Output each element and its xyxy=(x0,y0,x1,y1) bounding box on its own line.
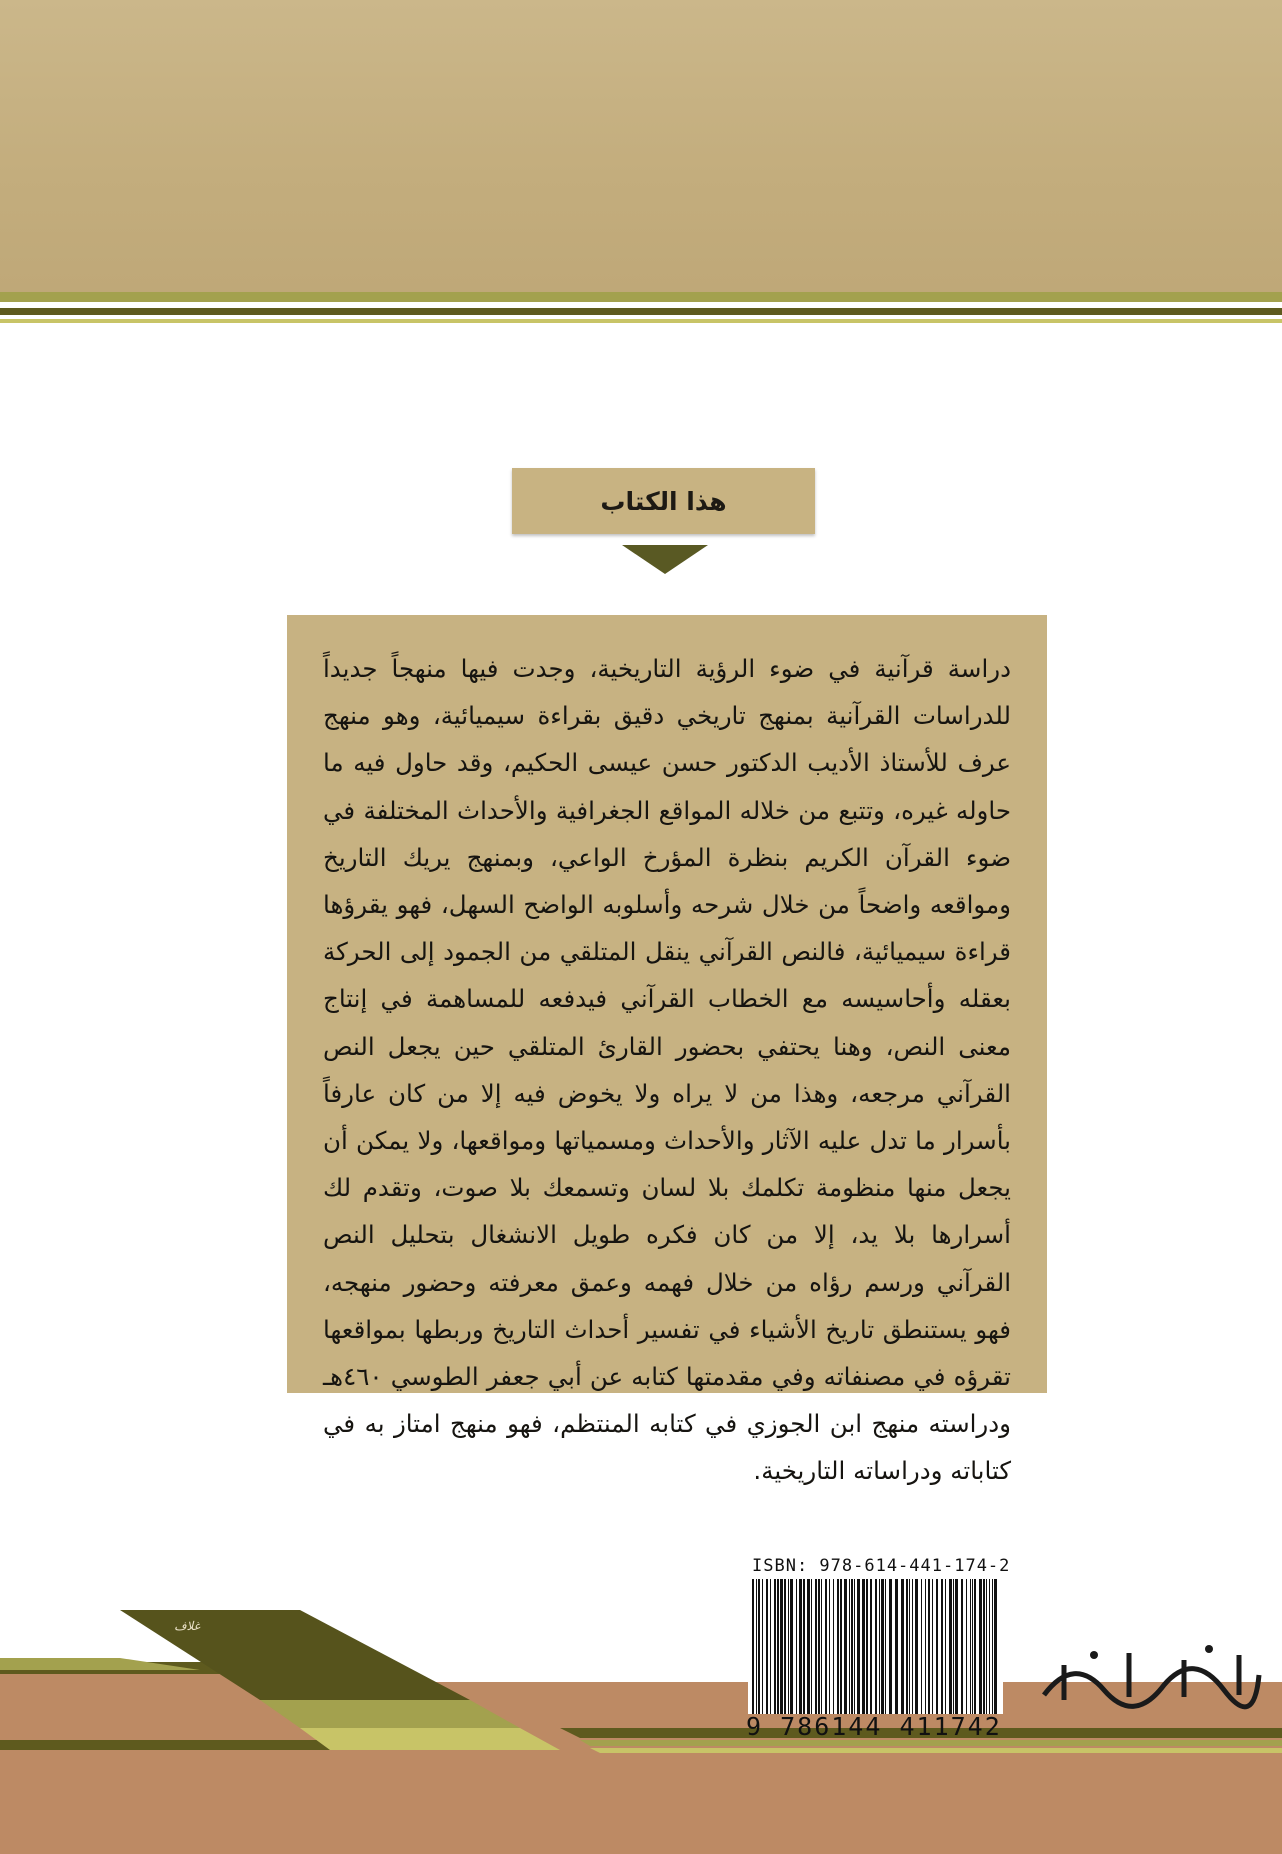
barcode-bar xyxy=(833,1579,834,1714)
barcode-bar xyxy=(807,1579,810,1714)
designer-mark xyxy=(148,1619,226,1641)
barcode-bar xyxy=(953,1579,954,1714)
barcode-bar xyxy=(961,1579,963,1714)
barcode-bar xyxy=(803,1579,805,1714)
barcode-bar xyxy=(909,1579,910,1714)
barcode-bar xyxy=(972,1579,973,1714)
barcode-bar xyxy=(912,1579,913,1714)
section-title: هذا الكتاب xyxy=(512,468,815,534)
barcode-bar xyxy=(854,1579,855,1714)
barcode-bar xyxy=(870,1579,872,1714)
barcode-bar xyxy=(966,1579,967,1714)
barcode-bar xyxy=(945,1579,946,1714)
barcode-bar xyxy=(796,1579,797,1714)
barcode-bar xyxy=(915,1579,918,1714)
barcode-bar xyxy=(756,1579,757,1714)
barcode-bar xyxy=(974,1579,976,1714)
barcode-digits: 9 786144 411742 xyxy=(746,1712,1002,1741)
barcode-bar xyxy=(875,1579,877,1714)
barcode-bar xyxy=(989,1579,990,1714)
barcode xyxy=(748,1579,1003,1714)
barcode-bar xyxy=(849,1579,850,1714)
barcode-bar xyxy=(921,1579,922,1714)
barcode-bar xyxy=(799,1579,802,1714)
barcode-bar xyxy=(889,1579,892,1714)
barcode-bar xyxy=(992,1579,993,1714)
barcode-bar xyxy=(928,1579,930,1714)
barcode-bar xyxy=(780,1579,783,1714)
barcode-bar xyxy=(821,1579,822,1714)
barcode-bar xyxy=(879,1579,880,1714)
down-arrow-icon xyxy=(622,545,708,574)
barcode-bar xyxy=(986,1579,987,1714)
barcode-bar xyxy=(777,1579,779,1714)
barcode-bar xyxy=(851,1579,853,1714)
barcode-bar xyxy=(818,1579,820,1714)
barcode-bar xyxy=(970,1579,971,1714)
barcode-bar xyxy=(932,1579,933,1714)
barcode-bar xyxy=(752,1579,754,1714)
barcode-bar xyxy=(881,1579,884,1714)
barcode-bar xyxy=(885,1579,886,1714)
barcode-bar xyxy=(949,1579,952,1714)
barcode-bar xyxy=(866,1579,868,1714)
barcode-bar xyxy=(994,1579,997,1714)
top-stripe-dark xyxy=(0,308,1282,315)
top-stripe-yellow xyxy=(0,319,1282,323)
barcode-bar xyxy=(837,1579,839,1714)
barcode-bar xyxy=(941,1579,943,1714)
barcode-bar xyxy=(925,1579,926,1714)
barcode-bar xyxy=(829,1579,830,1714)
barcode-bar xyxy=(762,1579,763,1714)
barcode-bar xyxy=(825,1579,827,1714)
top-stripe-olive xyxy=(0,292,1282,302)
barcode-bar xyxy=(862,1579,865,1714)
barcode-bar xyxy=(790,1579,793,1714)
barcode-bar xyxy=(901,1579,904,1714)
barcode-bar xyxy=(811,1579,812,1714)
barcode-bar xyxy=(895,1579,898,1714)
top-color-band xyxy=(0,0,1282,292)
barcode-bar xyxy=(758,1579,760,1714)
publisher-logo xyxy=(1034,1635,1264,1715)
blurb-text: دراسة قرآنية في ضوء الرؤية التاريخية، وجدت فيها منهجاً جديداً للدراسات القرآنية بمنهج تاريخي دقيق بقراءة سيميائية، وهو منهج عرف للأستاذ الأديب الدكتور حسن عيسى الحكيم، وقد حاول فيه ما حاوله غيره، وتتبع من خلاله المواقع الجغرافية والأحداث المختلفة في ضوء القرآن الكريم بنظرة المؤرخ الواعي، وبمنهج يريك التاريخ ومواقعه واضحاً من خلال شرحه وأسلوبه الواضح السهل، فهو يقرؤها قراءة سيميائية، فالنص القرآني ينقل المتلقي من الجمود إلى الحركة بعقله وأحاسيسه مع الخطاب القرآني فيدفعه للمساهمة في إنتاج معنى النص، وهنا يحتفي بحضور القارئ المتلقي حين يجعل النص القرآني مرجعه، وهذا من لا يراه ولا يخوض فيه إلا من كان عارفاً بأسرار ما تدل عليه الآثار والأحداث ومسمياتها ومواقعها، ولا يمكن أن يجعل منها منظومة تكلمك بلا لسان وتسمعك بلا صوت، وتقدم لك أسرارها بلا يد، إلا من كان فكره طويل الانشغال بتحليل النص القرآني ورسم رؤاه من خلال فهمه وعمق معرفته وحضور منهجه، فهو يستنطق تاريخ الأشياء في تفسير أحداث التاريخ وربطها بمواقعها تقرؤه في مصنفاته وفي مقدمتها كتابه عن أبي جعفر الطوسي ٤٦٠هـ ودراسته منهج ابن الجوزي في كتابه المنتظم، فهو منهج امتاز به في كتاباته ودراساته التاريخية. xyxy=(323,654,1011,1486)
barcode-bar xyxy=(774,1579,776,1714)
isbn-label: ISBN: 978-614-441-174-2 xyxy=(752,1556,1011,1576)
barcode-bar xyxy=(906,1579,908,1714)
blurb-box xyxy=(287,615,1047,1486)
barcode-bar xyxy=(844,1579,847,1714)
barcode-bar xyxy=(955,1579,958,1714)
barcode-bar xyxy=(815,1579,817,1714)
barcode-bar xyxy=(857,1579,860,1714)
designer-mark-text: غلاف xyxy=(174,1619,200,1633)
barcode-bar xyxy=(766,1579,768,1714)
barcode-bar xyxy=(784,1579,786,1714)
barcode-bar xyxy=(770,1579,771,1714)
barcode-bar xyxy=(979,1579,982,1714)
barcode-bar xyxy=(983,1579,985,1714)
barcode-bar xyxy=(840,1579,842,1714)
barcode-bar xyxy=(788,1579,789,1714)
barcode-bar xyxy=(936,1579,938,1714)
